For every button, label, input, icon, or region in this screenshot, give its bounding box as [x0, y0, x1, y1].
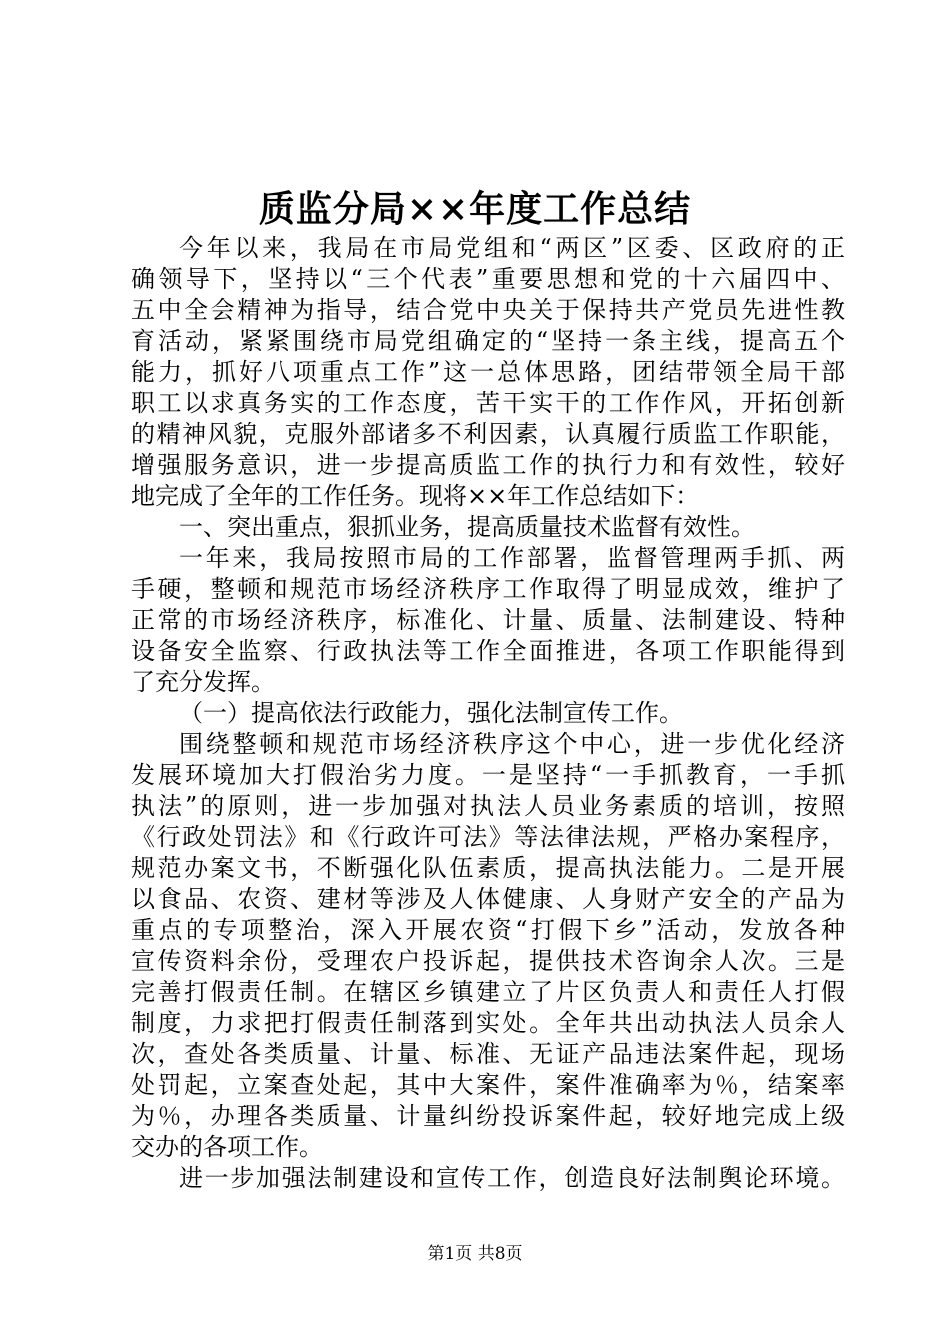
text-line: 次，查处各类质量、计量、标准、无证产品违法案件起，现场	[131, 1040, 845, 1068]
text-line: 手硬，整顿和规范市场经济秩序工作取得了明显成效，维护了	[131, 575, 845, 603]
text-line: 地完成了全年的工作任务。现将××年工作总结如下：	[131, 482, 700, 510]
text-line: 制度，力求把打假责任制落到实处。全年共出动执法人员余人	[131, 1009, 845, 1037]
text-line: 能力，抓好八项重点工作”这一总体思路，团结带领全局干部	[131, 358, 845, 386]
text-line: 增强服务意识，进一步提高质监工作的执行力和有效性，较好	[131, 451, 845, 479]
document-body	[131, 233, 845, 1194]
text-line: 完善打假责任制。在辖区乡镇建立了片区负责人和责任人打假	[131, 978, 845, 1006]
text-line: 确领导下，坚持以“三个代表”重要思想和党的十六届四中、	[131, 265, 845, 293]
text-line: 以食品、农资、建材等涉及人体健康、人身财产安全的产品为	[131, 885, 845, 913]
text-line: 处罚起，立案查处起，其中大案件，案件准确率为％，结案率	[131, 1071, 845, 1099]
text-line: 执法”的原则，进一步加强对执法人员业务素质的培训，按照	[131, 792, 845, 820]
text-line: 围绕整顿和规范市场经济秩序这个中心，进一步优化经济	[179, 730, 845, 758]
text-line: 交办的各项工作。	[131, 1133, 323, 1161]
text-line: 一年来，我局按照市局的工作部署，监督管理两手抓、两	[179, 544, 845, 572]
text-line: 设备安全监察、行政执法等工作全面推进，各项工作职能得到	[131, 637, 845, 665]
page-footer: 第1页 共8页	[427, 1244, 523, 1264]
text-line: 为％，办理各类质量、计量纠纷投诉案件起，较好地完成上级	[131, 1102, 845, 1130]
text-line: 规范办案文书，不断强化队伍素质，提高执法能力。二是开展	[131, 854, 845, 882]
text-line: 的精神风貌，克服外部诸多不利因素，认真履行质监工作职能，	[131, 420, 845, 448]
text-line: 职工以求真务实的工作态度，苦干实干的工作作风，开拓创新	[131, 389, 845, 417]
subsection-heading: （一）提高依法行政能力，强化法制宣传工作。	[179, 699, 683, 727]
text-line: 了充分发挥。	[131, 668, 275, 696]
text-line: 五中全会精神为指导，结合党中央关于保持共产党员先进性教	[131, 296, 845, 324]
text-line: 宣传资料余份，受理农户投诉起，提供技术咨询余人次。三是	[131, 947, 845, 975]
text-line: 进一步加强法制建设和宣传工作，创造良好法制舆论环境。	[179, 1164, 845, 1192]
section-heading: 一、突出重点，狠抓业务，提高质量技术监督有效性。	[179, 513, 755, 541]
text-line: 《行政处罚法》和《行政许可法》等法律法规，严格办案程序，	[131, 823, 845, 851]
text-line: 育活动，紧紧围绕市局党组确定的“坚持一条主线，提高五个	[131, 327, 845, 355]
document-title: 质监分局××年度工作总结	[258, 188, 692, 230]
text-line: 正常的市场经济秩序，标准化、计量、质量、法制建设、特种	[131, 606, 845, 634]
text-line: 重点的专项整治，深入开展农资“打假下乡”活动，发放各种	[131, 916, 845, 944]
text-line: 发展环境加大打假治劣力度。一是坚持“一手抓教育，一手抓	[131, 761, 845, 789]
text-line: 今年以来，我局在市局党组和“两区”区委、区政府的正	[179, 234, 845, 262]
